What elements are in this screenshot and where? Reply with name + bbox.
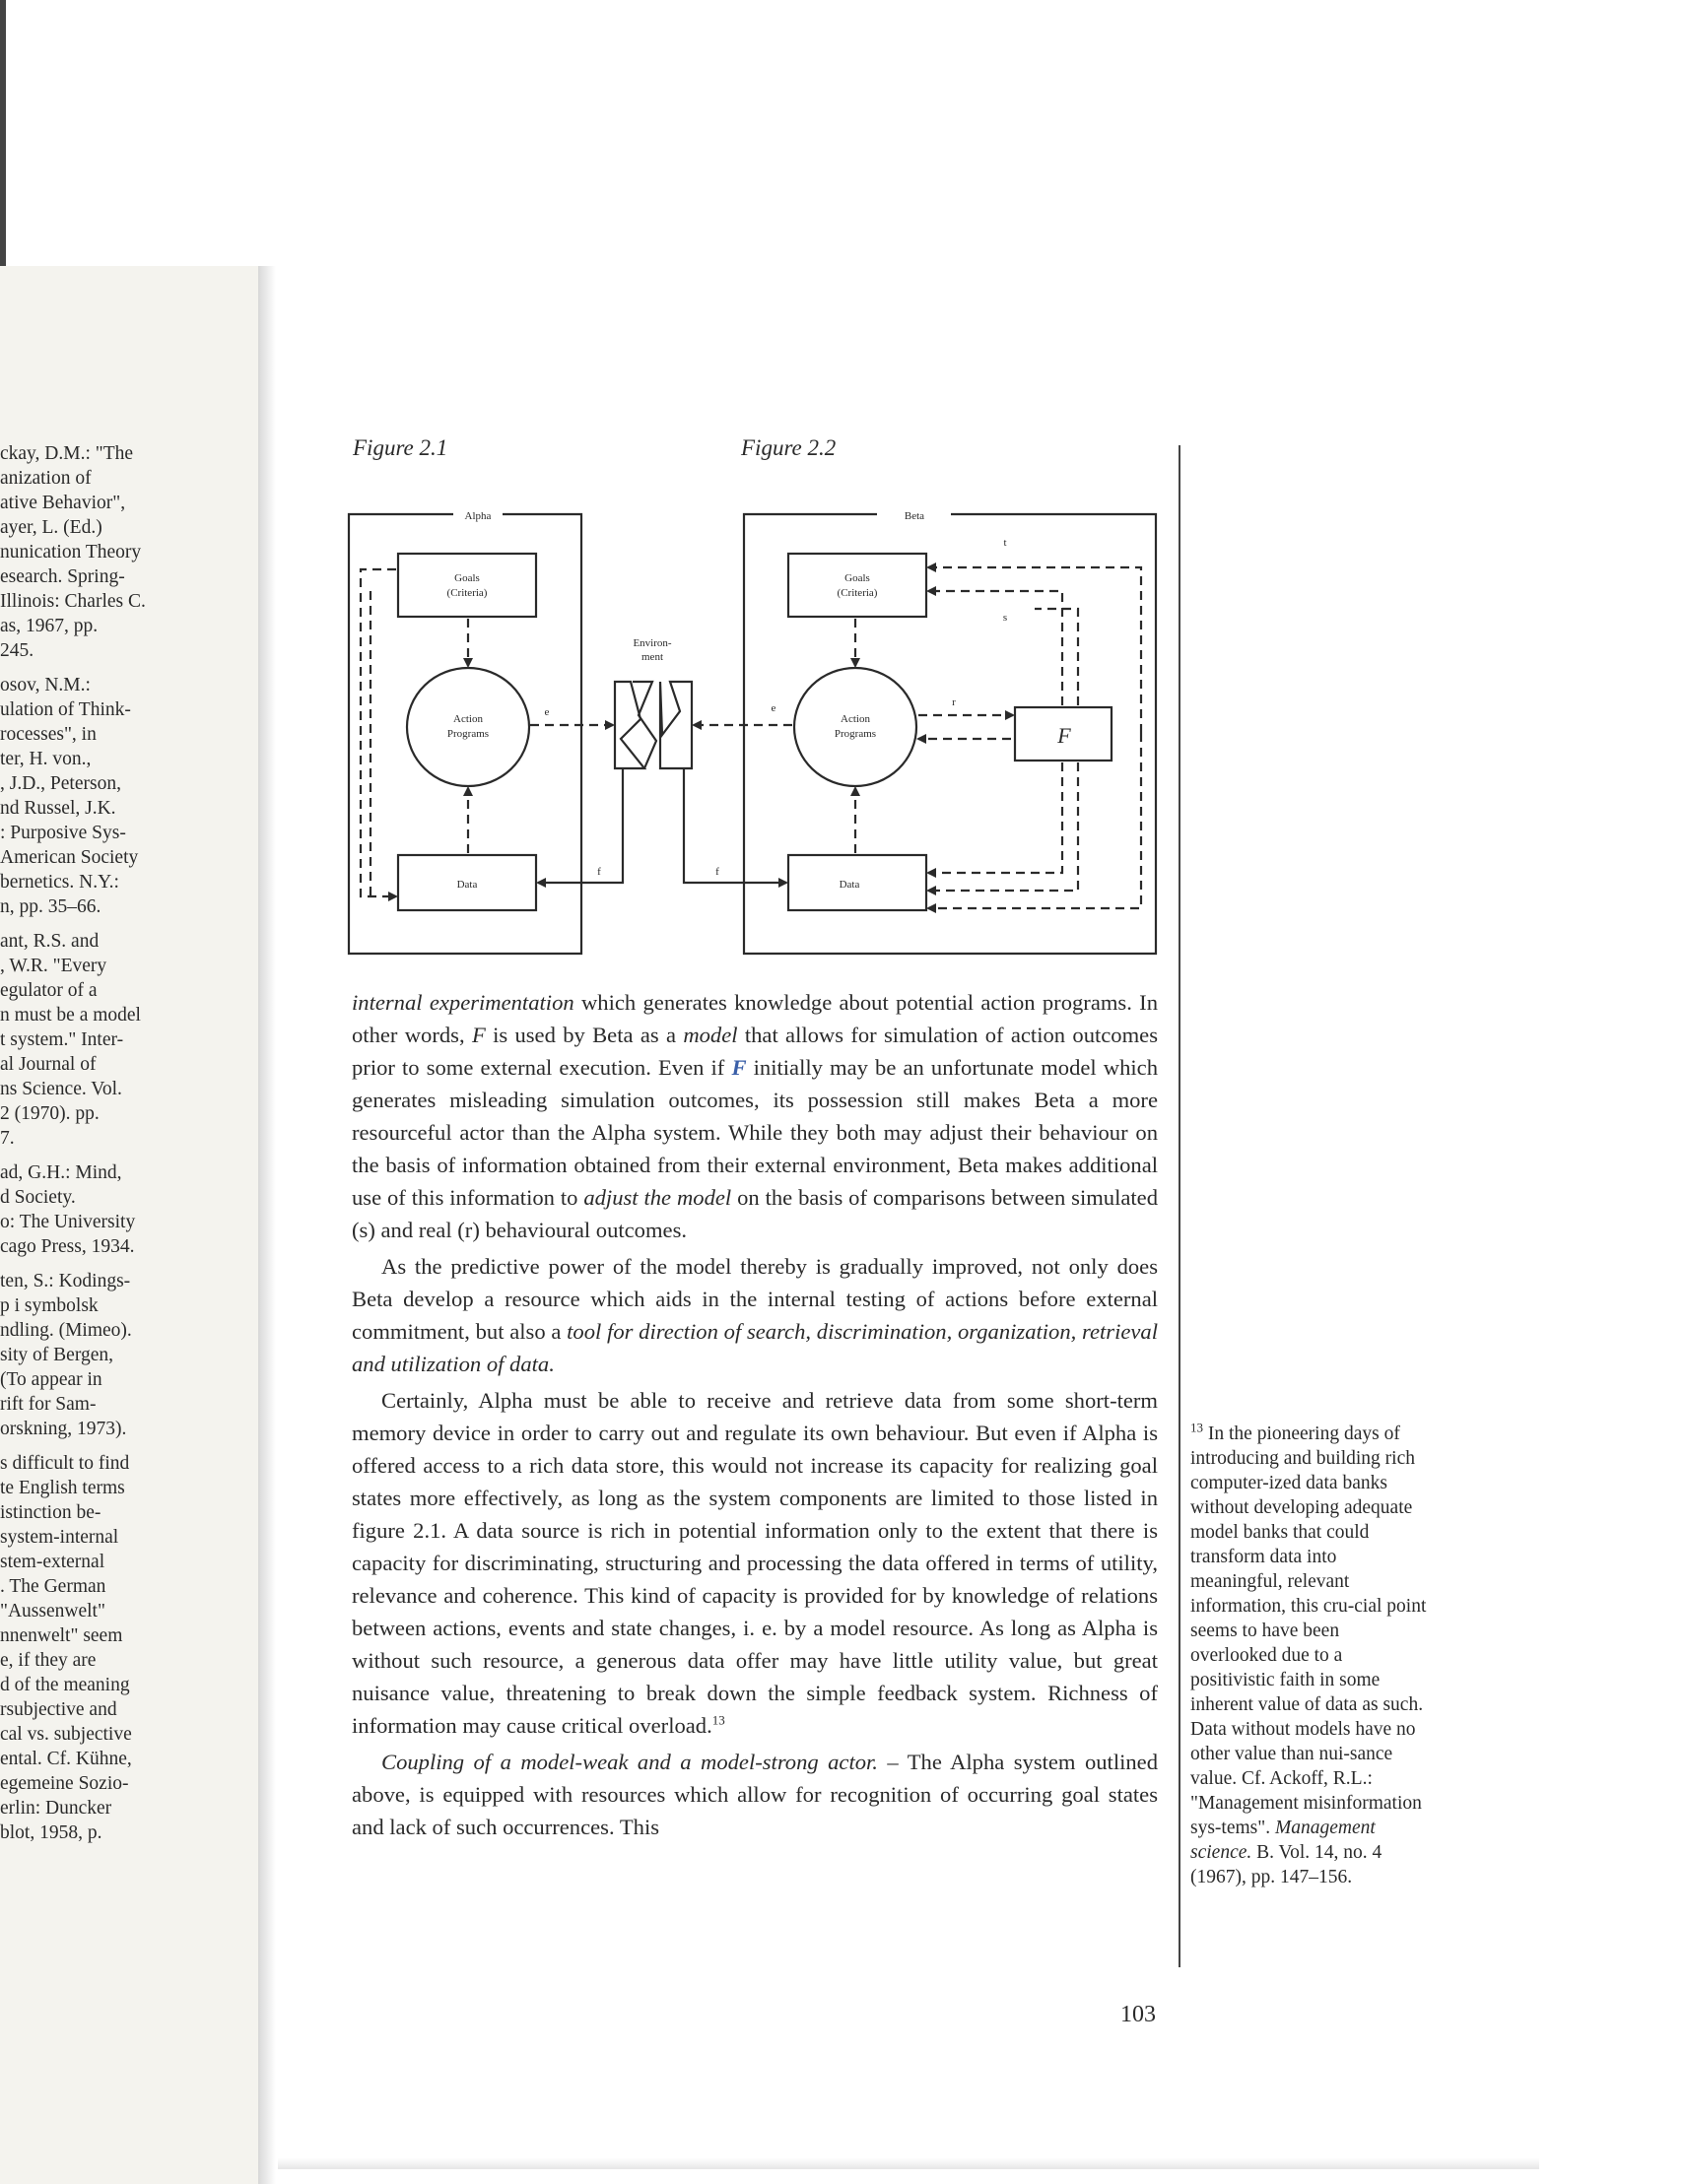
beta-goals-box: [788, 554, 926, 617]
left-reference-line: system-internal: [0, 1527, 119, 1548]
beta-f-label: f: [715, 866, 719, 878]
left-reference-line: American Society: [0, 847, 139, 868]
beta-label: Beta: [904, 510, 925, 522]
page-gutter-shadow: [258, 266, 276, 2184]
alpha-f-label: f: [597, 866, 601, 878]
left-reference-line: nd Russel, J.K.: [0, 798, 116, 819]
left-reference-line: erlin: Duncker: [0, 1798, 112, 1819]
left-reference-line: ative Behavior",: [0, 493, 126, 513]
environment-break: [633, 682, 656, 768]
alpha-goals-box: [398, 554, 536, 617]
left-reference-line: rift for Sam-: [0, 1394, 97, 1415]
left-reference-line: d Society.: [0, 1187, 76, 1208]
figure-2-2-caption: Figure 2.2: [741, 435, 837, 460]
left-reference-line: ental. Cf. Kühne,: [0, 1749, 132, 1769]
s-label: s: [1002, 612, 1008, 624]
beta-data-label: Data: [839, 879, 860, 891]
left-reference-line: ulation of Think-: [0, 699, 131, 720]
left-reference-line: d of the meaning: [0, 1675, 130, 1695]
environment-block-right: [660, 682, 692, 768]
left-reference-line: [0, 919, 258, 929]
left-reference-line: egulator of a: [0, 980, 98, 1001]
r-label: r: [952, 696, 956, 708]
left-reference-line: egemeine Sozio-: [0, 1773, 129, 1794]
beta-goals-sublabel: (Criteria): [837, 587, 878, 599]
environment-label: Environ-: [633, 637, 672, 649]
beta-action-ellipse: [794, 668, 916, 786]
left-reference-line: nunication Theory: [0, 542, 142, 563]
left-reference-line: esearch. Spring-: [0, 566, 125, 587]
alpha-data-label: Data: [456, 879, 478, 891]
left-reference-line: ad, G.H.: Mind,: [0, 1162, 122, 1183]
left-reference-line: p i symbolsk: [0, 1295, 99, 1316]
paragraph-3: Certainly, Alpha must be able to receive and retrieve data from some short-term memory device in order to carry out and regulate its own behaviour. But even if Alpha is offered access to a rich data store, this would not increase its capacity for realizing goal states more effectively, as long as the system components are limited to those listed in figure 2.1. A data source is rich in potential information only to the extent that there is capacity for discriminating, structuring and processing the data offered in terms of utility, relevance and coherence. This kind of capacity is provided for by knowledge of relations between actions, events and state changes, i. e. by a model resource. As long as Alpha is without such resource, a generous data offer may have little utility value, but great nuisance value, threatening to break down the simple feedback system. Richness of information may cause critical overload.$^{13}$: [352, 1388, 1158, 1738]
left-reference-line: [0, 1151, 258, 1160]
alpha-action-label: Action: [453, 713, 483, 725]
left-reference-line: : Purposive Sys-: [0, 823, 126, 843]
left-reference-line: . The German: [0, 1576, 106, 1597]
left-reference-line: ndling. (Mimeo).: [0, 1320, 132, 1341]
left-reference-line: ant, R.S. and: [0, 931, 100, 952]
background-edge: [0, 0, 6, 266]
left-reference-line: osov, N.M.:: [0, 675, 91, 695]
left-reference-line: sity of Bergen,: [0, 1345, 114, 1365]
left-reference-line: cago Press, 1934.: [0, 1236, 135, 1257]
left-reference-line: nnenwelt" seem: [0, 1625, 123, 1646]
left-reference-line: "Aussenwelt": [0, 1601, 105, 1621]
left-reference-line: [0, 1259, 258, 1269]
left-reference-line: anization of: [0, 468, 92, 489]
alpha-action-ellipse: [407, 668, 529, 786]
left-reference-line: 2 (1970). pp.: [0, 1103, 100, 1124]
left-reference-line: blot, 1958, p.: [0, 1822, 102, 1843]
paragraph-2: As the predictive power of the model thereby is gradually improved, not only does Beta develop a resource which aids in the internal testing of actions before external commitment, but also a tool for direction of search, discrimination, organization, retrieval and utilization of data.: [352, 1254, 1158, 1376]
left-reference-line: t system." Inter-: [0, 1029, 124, 1050]
left-reference-line: ter, H. von.,: [0, 749, 92, 769]
left-reference-line: orskning, 1973).: [0, 1419, 127, 1439]
left-reference-line: (To appear in: [0, 1369, 102, 1390]
environment-block-left: [615, 682, 644, 768]
left-reference-line: cal vs. subjective: [0, 1724, 132, 1745]
left-reference-line: , W.R. "Every: [0, 956, 107, 976]
left-reference-line: as, 1967, pp.: [0, 616, 99, 636]
beta-action-sublabel: Programs: [834, 728, 877, 740]
alpha-action-sublabel: Programs: [446, 728, 490, 740]
left-reference-line: e, if they are: [0, 1650, 97, 1671]
left-reference-line: Illinois: Charles C.: [0, 591, 146, 612]
left-reference-line: , J.D., Peterson,: [0, 773, 121, 794]
footnote-ref: 13: [711, 1712, 725, 1728]
left-page-references: [0, 441, 258, 1845]
alpha-e-label: e: [544, 706, 550, 718]
f-model-label: F: [1057, 723, 1071, 748]
left-reference-line: s difficult to find: [0, 1453, 130, 1474]
left-reference-line: n must be a model: [0, 1005, 141, 1026]
left-reference-line: te English terms: [0, 1478, 125, 1498]
environment-sublabel: ment: [641, 651, 663, 663]
left-reference-line: o: The University: [0, 1212, 136, 1232]
left-reference-line: [0, 663, 258, 673]
footnote: $^{13}$ In the pioneering days of introducing and building rich computer-ized data banks without developing adequate model banks that could transform data into meaningful, relevant information, this cru-cial point seems to have been overlooked due to a positivistic faith in some inherent value of data as such. Data without models have no other value than nui-sance value. Cf. Ackoff, R.L.: "Management misinformation sys-tems". Management science. B. Vol. 14, no. 4 (1967), pp. 147–156.: [1190, 1420, 1427, 1887]
left-reference-line: 7.: [0, 1128, 15, 1149]
left-reference-line: istinction be-: [0, 1502, 101, 1523]
left-page: [0, 266, 260, 2184]
paragraph-4: Coupling of a model-weak and a model-strong actor. – The Alpha system outlined above, is equipped with resources which allow for recognition of occurring goal states and lack of such occurrences. This: [352, 1750, 1159, 1839]
left-reference-line: bernetics. N.Y.:: [0, 872, 119, 893]
figure-2-1-caption: Figure 2.1: [353, 435, 448, 460]
alpha-goals-label: Goals: [454, 572, 480, 584]
left-reference-line: n, pp. 35–66.: [0, 896, 101, 917]
beta-action-label: Action: [841, 713, 870, 725]
left-reference-line: stem-external: [0, 1552, 105, 1572]
beta-goals-label: Goals: [844, 572, 870, 584]
left-reference-line: rsubjective and: [0, 1699, 117, 1720]
t-label: t: [1003, 537, 1007, 549]
body-text: [352, 986, 1158, 1843]
left-reference-line: ayer, L. (Ed.): [0, 517, 102, 538]
margin-rule: [1179, 445, 1180, 1967]
figure-diagram: [345, 502, 1163, 965]
left-reference-line: rocesses", in: [0, 724, 97, 745]
left-reference-line: ns Science. Vol.: [0, 1079, 122, 1099]
alpha-label: Alpha: [464, 510, 492, 522]
left-reference-line: al Journal of: [0, 1054, 97, 1075]
left-reference-line: ten, S.: Kodings-: [0, 1271, 131, 1291]
left-reference-line: [0, 1441, 258, 1451]
beta-e-label: e: [771, 702, 776, 714]
left-reference-line: 245.: [0, 640, 34, 661]
beta-frame: [744, 514, 1156, 954]
page-bottom-edge: [278, 2157, 1539, 2169]
alpha-goals-sublabel: (Criteria): [446, 587, 488, 599]
paragraph-1: internal experimentation which generates knowledge about potential action programs. In other words, F is used by Beta as a model that allows for simulation of action outcomes prior to some external execution. Even if F initially may be an unfortunate model which generates misleading simulation outcomes, its possession still makes Beta a more resourceful actor than the Alpha system. While they both may adjust their behaviour on the basis of information obtained from their external environment, Beta makes additional use of this information to adjust the model on the basis of comparisons between simulated (s) and real (r) behavioural outcomes.: [352, 990, 1158, 1242]
page-number: 103: [1120, 2002, 1156, 2027]
left-reference-line: ckay, D.M.: "The: [0, 443, 134, 464]
